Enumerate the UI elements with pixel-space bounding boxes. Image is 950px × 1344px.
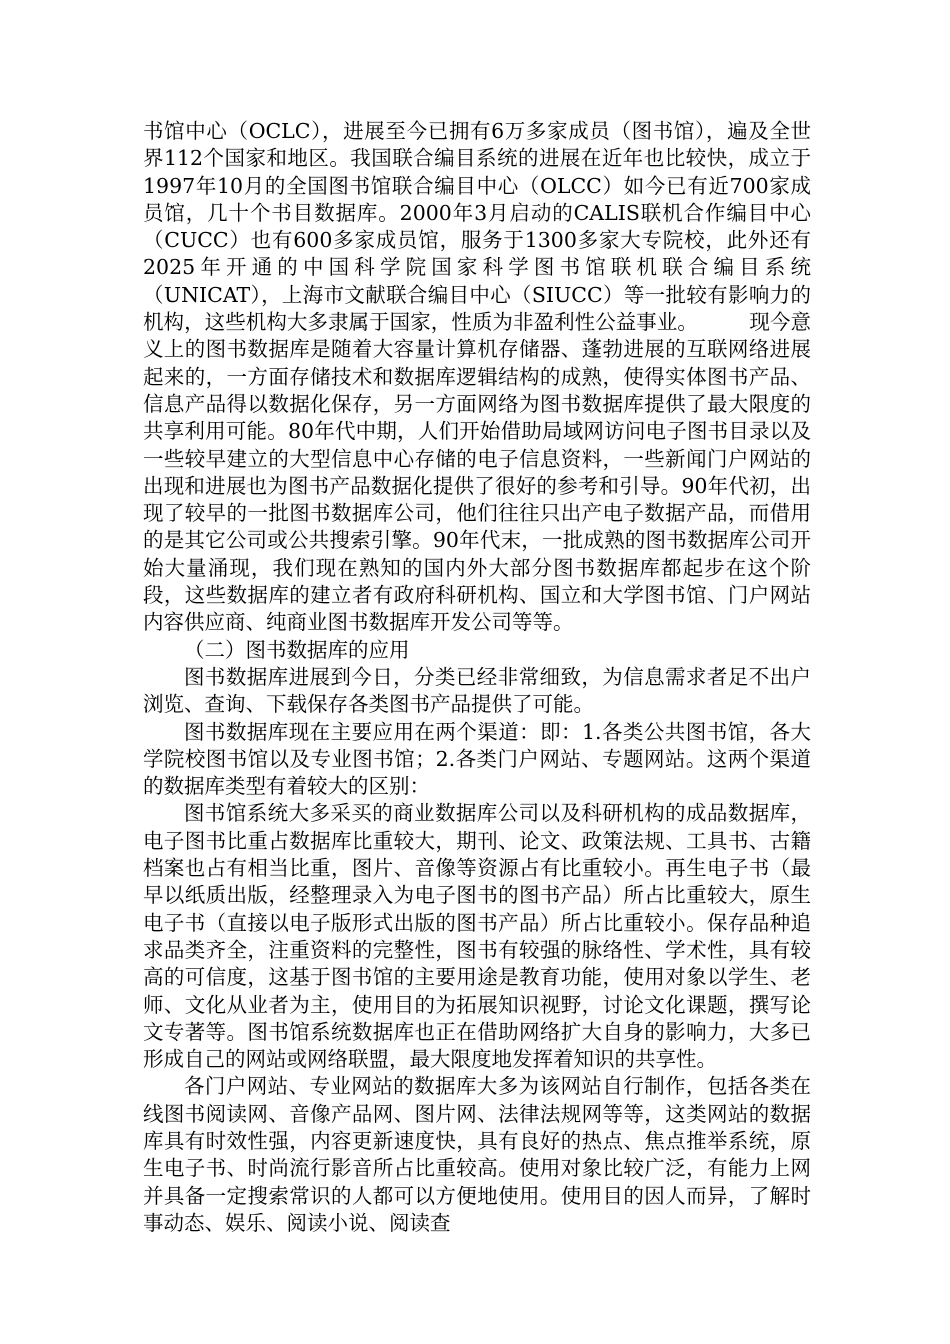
section-heading: （二）图书数据库的应用 bbox=[184, 637, 410, 662]
paragraph-database-overview: 图书数据库进展到今日，分类已经非常细致，为信息需求者足不出户浏览、查询、下载保存各类图书产品提供了可能。 bbox=[143, 664, 811, 717]
paragraph-oclc-history: 书馆中心（OCLC），进展至今已拥有6万多家成员（图书馆），遍及全世界112个国家和地区。我国联合编目系统的进展在近年也比较快，成立于1997年10月的全国图书馆联合编目中心（OLCC）如今已有近700家成员馆，几十个书目数据库。2000年3月启动的CALIS联机合作编目中心（CUCC）也有600多家成员馆，服务于1300多家大专院校，此外还有2025年开通的中国科学院国家科学图书馆联机联合编目系统（UNICAT），上海市文献联合编目中心（SIUCC）等一批较有影响力的机构，这些机构大多隶属于国家，性质为非盈利性公益事业。 现今意义上的图书数据库是随着大容量计算机存储器、蓬勃进展的互联网络进展起来的，一方面存储技术和数据库逻辑结构的成熟，使得实体图书产品、信息产品得以数据化保存，另一方面网络为图书数据库提供了最大限度的共享利用可能。80年代中期，人们开始借助局域网访问电子图书目录以及一些较早建立的大型信息中心存储的电子信息资料，一些新闻门户网站的出现和进展也为图书产品数据化提供了很好的参考和引导。90年代初，出现了较早的一批图书数据库公司，他们往往只出产电子数据产品，而借用的是其它公司或公共搜索引擎。90年代末，一批成熟的图书数据库公司开始大量涌现，我们现在熟知的国内外大部分图书数据库都起步在这个阶段，这些数据库的建立者有政府科研机构、国立和大学图书馆、门户网站内容供应商、纯商业图书数据库开发公司等等。 bbox=[143, 119, 811, 635]
paragraph-library-system: 图书馆系统大多采买的商业数据库公司以及科研机构的成品数据库，电子图书比重占数据库比重较大，期刊、论文、政策法规、工具书、古籍档案也占有相当比重，图片、音像等资源占有比重较小。再生电子书（最早以纸质出版，经整理录入为电子图书的图书产品）所占比重较大，原生电子书（直接以电子版形式出版的图书产品）所占比重较小。保存品种追求品类齐全，注重资料的完整性，图书有较强的脉络性、学术性，具有较高的可信度，这基于图书馆的主要用途是教育功能，使用对象以学生、老师、文化从业者为主，使用目的为拓展知识视野，讨论文化课题，撰写论文专著等。图书馆系统数据库也正在借助网络扩大自身的影响力，大多已形成自己的网站或网络联盟，最大限度地发挥着知识的共享性。 bbox=[143, 801, 811, 1072]
paragraph-portal-websites: 各门户网站、专业网站的数据库大多为该网站自行制作，包括各类在线图书阅读网、音像产品网、图片网、法律法规网等等，这类网站的数据库具有时效性强，内容更新速度快，具有良好的热点、焦点推举系统，原生电子书、时尚流行影音所占比重较高。使用对象比较广泛，有能力上网并具备一定搜索常识的人都可以方便地使用。使用目的因人而异，了解时事动态、娱乐、阅读小说、阅读查 bbox=[143, 1074, 811, 1235]
paragraph-two-channels: 图书数据库现在主要应用在两个渠道：即：1.各类公共图书馆，各大学院校图书馆以及专业图书馆；2.各类门户网站、专题网站。这两个渠道的数据库类型有着较大的区别： bbox=[143, 719, 811, 799]
document-page bbox=[143, 118, 811, 1237]
